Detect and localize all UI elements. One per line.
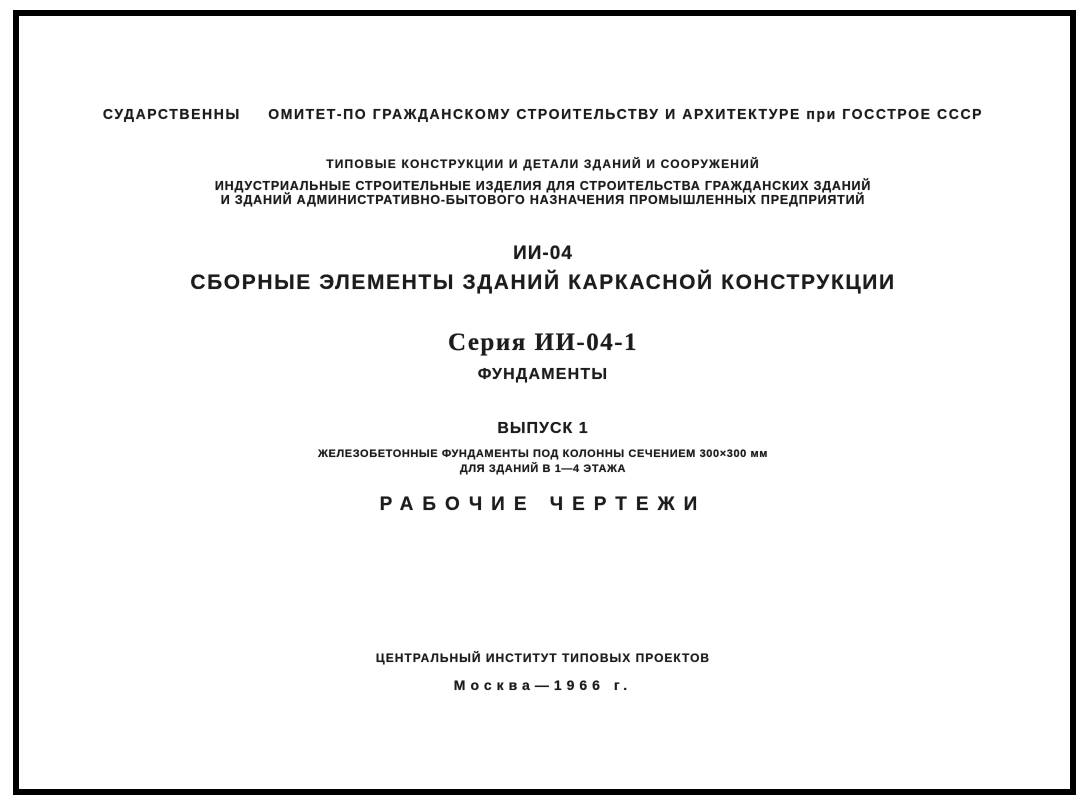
section-name: ФУНДАМЕНТЫ [477,366,609,383]
document-type-title: РАБОЧИЕ ЧЕРТЕЖИ [379,494,707,515]
committee-header: СУДАРСТВЕННЫ ОМИТЕТ-ПО ГРАЖДАНСКОМУ СТРОИТЕЛЬСТВУ И АРХИТЕКТУРЕ при ГОССТРОЕ СССР [102,105,984,123]
main-title: СБОРНЫЕ ЭЛЕМЕНТЫ ЗДАНИЙ КАРКАСНОЙ КОНСТРУКЦИИ [190,271,896,294]
issue-description-line-2: ДЛЯ ЗДАНИЙ В 1—4 ЭТАЖА [459,463,627,475]
issue-description-line-1: ЖЕЛЕЗОБЕТОННЫЕ ФУНДАМЕНТЫ ПОД КОЛОННЫ СЕЧЕНИЕМ 300×300 мм [317,448,769,460]
document-code: ИИ-04 [513,243,573,264]
standard-series-subheader [14,179,1072,207]
publisher-name: ЦЕНТРАЛЬНЫЙ ИНСТИТУТ ТИПОВЫХ ПРОЕКТОВ [375,651,711,665]
subheader-line-1: ИНДУСТРИАЛЬНЫЕ СТРОИТЕЛЬНЫЕ ИЗДЕЛИЯ ДЛЯ СТРОИТЕЛЬСТВА ГРАЖДАНСКИХ ЗДАНИЙ [214,179,872,193]
subheader-line-2: И ЗДАНИЙ АДМИНИСТРАТИВНО-БЫТОВОГО НАЗНАЧЕНИЯ ПРОМЫШЛЕННЫХ ПРЕДПРИЯТИЙ [220,193,866,207]
issue-number: ВЫПУСК 1 [497,420,589,437]
series-name: Серия ИИ-04-1 [447,329,639,356]
place-and-year: Москва—1966 г. [453,677,633,693]
standard-series-header: ТИПОВЫЕ КОНСТРУКЦИИ И ДЕТАЛИ ЗДАНИЙ И СООРУЖЕНИЙ [326,157,760,171]
title-page-content [14,0,1072,808]
